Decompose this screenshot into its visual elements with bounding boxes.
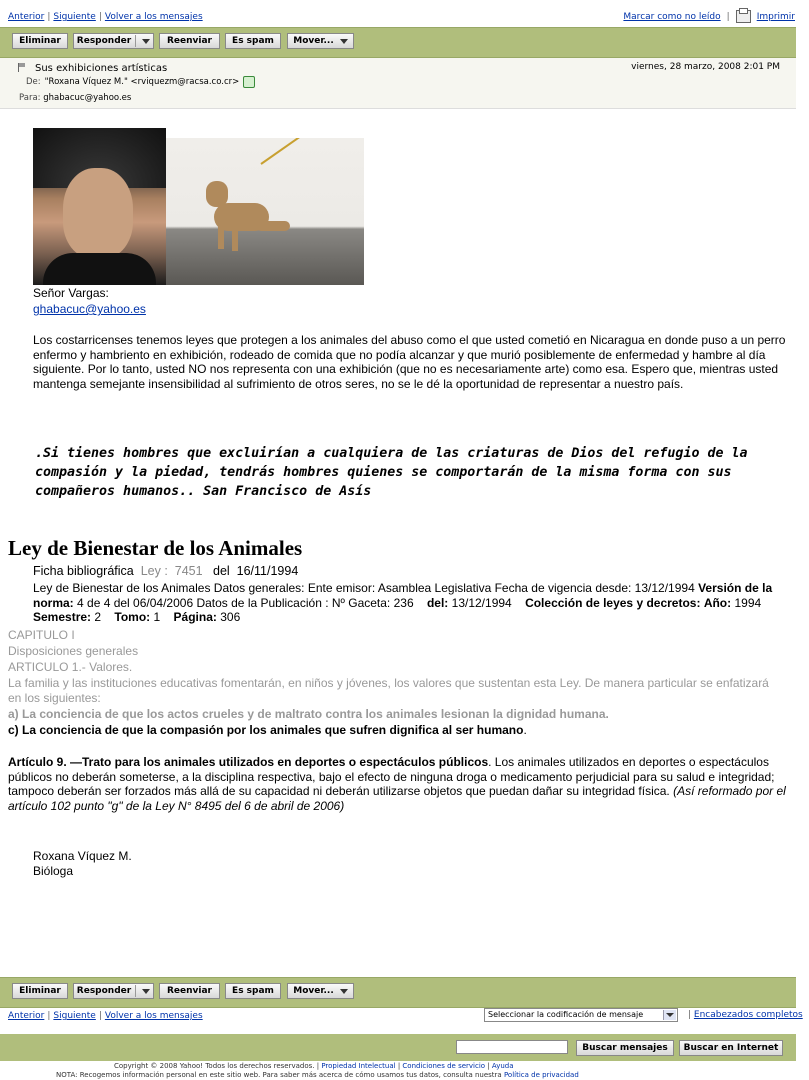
article-9 [8, 755, 796, 813]
ficha-line [33, 564, 298, 578]
article-9-note: (Así reformado por el artículo 102 punto "g" de la Ley N° 8495 del 6 de abril de 2006) [8, 784, 786, 813]
full-headers-link[interactable]: Encabezados completos [693, 1010, 803, 1020]
reply-button-bottom[interactable]: Responder [73, 983, 154, 999]
chapter-heading: CAPITULO I [8, 628, 75, 642]
del-label: del: [426, 595, 449, 610]
semestre-label: Semestre: [33, 610, 92, 624]
prev-link[interactable]: Anterior [8, 12, 45, 22]
search-web-button[interactable]: Buscar en Internet [679, 1040, 783, 1056]
item-c-text: c) La conciencia de que la compasión por los animales que sufren dignifica al ser humano [8, 723, 524, 737]
back-link-bottom[interactable]: Volver a los mensajes [104, 1011, 203, 1021]
print-link[interactable]: Imprimir [756, 11, 795, 22]
from-row [26, 76, 255, 88]
del-value: 13/12/1994 [451, 595, 512, 610]
top-right-actions: Marcar como no leído | Imprimir [623, 11, 795, 22]
quote: .Si tienes hombres que excluirían a cualquiera de las criaturas de Dios del refugio de la compasión y la piedad, tendrás hombres quienes se comportarán de la misma forma con sus compañeros humanos.. San Francisco de Asís [35, 446, 748, 499]
bottom-nav: Anterior | Siguiente | Volver a los mensajes [8, 1011, 203, 1021]
chevron-down-icon [142, 39, 150, 44]
privacy-note-text: NOTA: Recogemos información personal en este sitio web. Para saber más acerca de cómo usamos tus datos, consulta nuestra [56, 1071, 502, 1079]
pagina-label: Página: [173, 610, 217, 624]
footer-note [56, 1071, 579, 1079]
body-paragraph: Los costarricenses tenemos leyes que protegen a los animales del abuso como el que usted cometió en Nicaragua en donde puso a un perro enfermo y hambriento en exhibición, rodeado de comida que no podía alcanzar y que murió posiblemente de enfermedad y hambre al día siguiente. Por lo tanto, usted NO nos representa con una exhibición (que no es necesariamente arte) como esa. Espero que, mientras usted mantenga semejante insensibilidad al sufrimiento de otros seres, no se le dé la oportunidad de representar a nuestro país. [33, 333, 786, 391]
to-row [19, 93, 131, 103]
message-header [0, 58, 796, 109]
spam-button[interactable]: Es spam [225, 33, 281, 49]
ficha-date: 16/11/1994 [236, 564, 299, 578]
signature-name: Roxana Víquez M. [33, 849, 132, 863]
law-data-general: Ley de Bienestar de los Animales Datos generales: Ente emisor: Asamblea Legislativa Fecha de vigencia desde: 13/12/1994 [33, 581, 695, 595]
email-link[interactable]: ghabacuc@yahoo.es [33, 302, 146, 316]
version-value: 4 de 4 del 06/04/2006 Datos de la Publicación : Nº Gaceta: 236 [77, 595, 414, 610]
forward-button-bottom[interactable]: Reenviar [159, 983, 220, 999]
chevron-down-icon [340, 39, 348, 44]
copyright-text: Copyright © 2008 Yahoo! Todos los derechos reservados. [114, 1062, 315, 1070]
law-data [33, 581, 795, 625]
help-link[interactable]: Ayuda [491, 1062, 514, 1070]
tomo-value: 1 [153, 610, 161, 624]
delete-button-bottom[interactable]: Eliminar [12, 983, 68, 999]
to-label: Para: [19, 93, 41, 103]
pagina-value: 306 [220, 610, 241, 624]
ficha-del: del [213, 564, 230, 578]
footer-copyright: Copyright © 2008 Yahoo! Todos los derechos reservados. | Propiedad Intelectual | Condiciones de servicio | Ayuda [114, 1062, 514, 1070]
portrait-photo [33, 128, 166, 285]
printer-icon[interactable] [736, 10, 751, 23]
top-nav: Anterior | Siguiente | Volver a los mensajes [8, 12, 203, 22]
salutation: Señor Vargas: [33, 286, 109, 300]
version-label: Versión de la norma: [33, 581, 773, 610]
ficha-num: 7451 [174, 564, 203, 578]
next-link[interactable]: Siguiente [53, 12, 96, 22]
article-9-text: . Los animales utilizados en deportes o espectáculos públicos no deberán someterse, a la disciplina respectiva, bajo el efecto de ninguna droga o medicamento perjudicial para su salud e integridad; tampoco deberán ser forzados más allá de su capacidad ni deberán utilizarse objetos que puedan dañar su integridad física. [8, 755, 775, 798]
search-messages-button[interactable]: Buscar mensajes [576, 1040, 674, 1056]
message-subject: Sus exhibiciones artísticas [35, 63, 168, 74]
back-link[interactable]: Volver a los mensajes [104, 12, 203, 22]
encoding-select-value: Seleccionar la codificación de mensaje [488, 1010, 644, 1019]
move-button[interactable]: Mover... [287, 33, 354, 49]
forward-button[interactable]: Reenviar [159, 33, 220, 49]
ficha-ley: Ley : [140, 564, 168, 578]
item-c-end: . [523, 723, 527, 737]
reply-button[interactable]: Responder [73, 33, 154, 49]
message-date: viernes, 28 marzo, 2008 2:01 PM [631, 62, 780, 72]
article-1-heading: ARTICULO 1.- Valores. [8, 660, 133, 674]
mark-unread-link[interactable]: Marcar como no leído [623, 11, 721, 22]
ip-link[interactable]: Propiedad Intelectual [321, 1062, 396, 1070]
full-headers: | Encabezados completos [688, 1010, 803, 1020]
next-link-bottom[interactable]: Siguiente [53, 1011, 96, 1021]
privacy-link[interactable]: Política de privacidad [503, 1071, 579, 1079]
chevron-down-icon [340, 989, 348, 994]
tomo-label: Tomo: [114, 610, 151, 624]
dog-photo [166, 138, 364, 285]
prev-link-bottom[interactable]: Anterior [8, 1011, 45, 1021]
move-button-bottom[interactable]: Mover... [287, 983, 354, 999]
add-contact-icon[interactable] [243, 76, 255, 88]
coleccion-label: Colección de leyes y decretos: [525, 595, 701, 610]
from-address: "Roxana Víquez M." <rviquezm@racsa.co.cr> [44, 77, 240, 87]
search-bar [0, 1034, 796, 1061]
bottom-toolbar [0, 977, 796, 1008]
to-address: ghabacuc@yahoo.es [43, 93, 132, 103]
encoding-select[interactable] [484, 1008, 678, 1022]
item-c [8, 723, 527, 738]
signature-title: Bióloga [33, 864, 74, 878]
flag-icon[interactable] [18, 63, 26, 72]
chevron-down-icon [142, 989, 150, 994]
terms-link[interactable]: Condiciones de servicio [402, 1062, 486, 1070]
top-toolbar [0, 27, 796, 58]
anio-value: 1994 [734, 595, 762, 610]
item-a: a) La conciencia de que los actos crueles y de maltrato contra los animales lesionan la dignidad humana. [8, 707, 609, 721]
chapter-subtitle: Disposiciones generales [8, 644, 139, 658]
spam-button-bottom[interactable]: Es spam [225, 983, 281, 999]
ficha-label: Ficha bibliográfica [33, 564, 134, 578]
article-1-text: La familia y las instituciones educativas fomentarán, en niños y jóvenes, los valores que sustentan esta Ley. De manera particular se enfatizará en los siguientes: [8, 676, 769, 705]
chevron-down-icon[interactable] [663, 1010, 676, 1020]
law-title: Ley de Bienestar de los Animales [8, 536, 303, 560]
delete-button[interactable]: Eliminar [12, 33, 68, 49]
anio-label: Año: [703, 595, 732, 610]
semestre-value: 2 [94, 610, 102, 624]
from-label: De: [26, 77, 41, 87]
article-9-title: Artículo 9. —Trato para los animales utilizados en deportes o espectáculos públicos [8, 755, 489, 769]
search-input[interactable] [456, 1040, 568, 1054]
